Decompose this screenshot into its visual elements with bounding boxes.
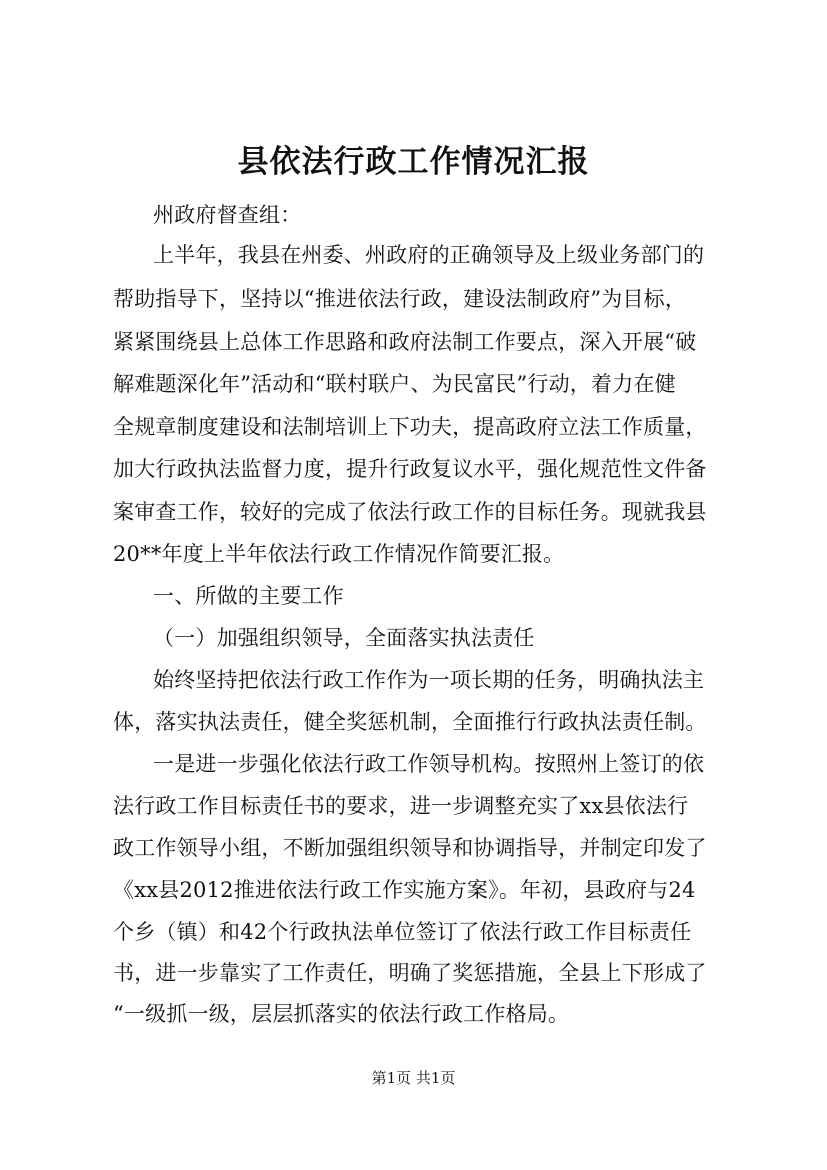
paragraph-line: 20**年度上半年依法行政工作情况作简要汇报。 — [113, 542, 565, 566]
subsection-heading: （一）加强组织领导，全面落实执法责任 — [153, 626, 535, 650]
paragraph-line: 《xx县2012推进依法行政工作实施方案》。年初，县政府与24 — [113, 878, 696, 902]
paragraph-line: 一是进一步强化依法行政工作领导机构。按照州上签订的依 — [153, 752, 705, 776]
paragraph-line: 书，进一步靠实了工作责任，明确了奖惩措施，全县上下形成了 — [113, 961, 707, 985]
paragraph-line: 案审查工作，较好的完成了依法行政工作的目标任务。现就我县 — [113, 500, 707, 524]
paragraph-line: “一级抓一级，层层抓落实的依法行政工作格局。 — [113, 1002, 570, 1026]
salutation: 州政府督查组： — [153, 203, 302, 227]
document-title: 县依法行政工作情况汇报 — [237, 144, 590, 180]
paragraph-line: 个乡（镇）和42个行政执法单位签订了依法行政工作目标责任 — [113, 920, 692, 944]
paragraph-line: 政工作领导小组，不断加强组织领导和协调指导，并制定印发了 — [113, 836, 707, 860]
paragraph-line: 上半年，我县在州委、州政府的正确领导及上级业务部门的 — [153, 243, 705, 267]
paragraph-line: 始终坚持把依法行政工作作为一项长期的任务，明确执法主 — [153, 668, 705, 692]
paragraph-line: 全规章制度建设和法制培训上下功夫，提高政府立法工作质量， — [113, 415, 707, 439]
paragraph-line: 解难题深化年”活动和“联村联户、为民富民”行动，着力在健 — [113, 372, 676, 396]
page-footer: 第1页 共1页 — [371, 1069, 456, 1087]
section-heading: 一、所做的主要工作 — [153, 584, 344, 608]
paragraph-line: 法行政工作目标责任书的要求，进一步调整充实了xx县依法行 — [113, 794, 689, 818]
paragraph-line: 帮助指导下，坚持以“推进依法行政，建设法制政府”为目标， — [113, 287, 687, 311]
paragraph-line: 紧紧围绕县上总体工作思路和政府法制工作要点，深入开展“破 — [113, 330, 697, 354]
paragraph-line: 加大行政执法监督力度，提升行政复议水平，强化规范性文件备 — [113, 457, 707, 481]
paragraph-line: 体，落实执法责任，健全奖惩机制，全面推行行政执法责任制。 — [113, 710, 707, 734]
